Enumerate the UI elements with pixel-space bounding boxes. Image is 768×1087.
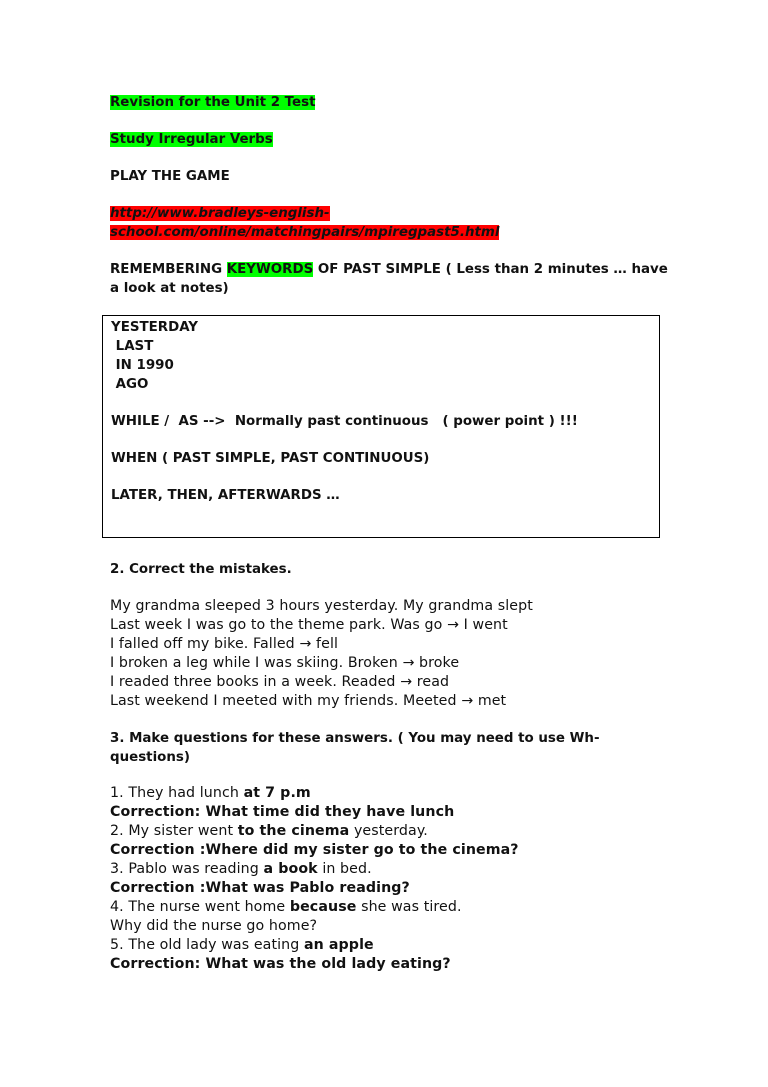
keyword-item: YESTERDAY bbox=[111, 320, 198, 335]
question-1: 1. They had lunch at 7 p.m bbox=[110, 785, 311, 801]
list-item: My grandma sleeped 3 hours yesterday. My grandma slept bbox=[110, 598, 533, 614]
game-link-line2[interactable]: school.com/online/matchingpairs/mpiregpast5.html bbox=[110, 225, 500, 240]
mistakes-list bbox=[110, 597, 533, 711]
section3-title: 3. Make questions for these answers. ( You may need to use Wh- questions) bbox=[110, 731, 600, 765]
list-item: I readed three books in a week. Readed → read bbox=[110, 674, 450, 690]
correction-2: Correction :Where did my sister go to the cinema? bbox=[110, 842, 519, 858]
list-item: I falled off my bike. Falled → fell bbox=[110, 636, 339, 652]
remembering-keywords: REMEMBERING KEYWORDS OF PAST SIMPLE ( Less than 2 minutes … have a look at notes) bbox=[110, 262, 668, 296]
section2-title: 2. Correct the mistakes. bbox=[110, 562, 292, 577]
list-item: Last week I was go to the theme park. Was go → I went bbox=[110, 617, 508, 633]
questions-list bbox=[110, 784, 519, 974]
header-block bbox=[110, 93, 315, 112]
keywords-highlight: KEYWORDS bbox=[226, 262, 314, 277]
arrow-icon: → bbox=[447, 617, 460, 633]
arrow-icon: → bbox=[400, 674, 413, 690]
keyword-item: IN 1990 bbox=[111, 358, 174, 373]
question-3: 3. Pablo was reading a book in bed. bbox=[110, 861, 372, 877]
later-note: LATER, THEN, AFTERWARDS … bbox=[111, 488, 340, 503]
question-5: 5. The old lady was eating an apple bbox=[110, 937, 374, 953]
correction-1: Correction: What time did they have lunch bbox=[110, 804, 455, 820]
arrow-icon: → bbox=[461, 693, 474, 709]
study-irregular-verbs: Study Irregular Verbs bbox=[110, 132, 273, 147]
keywords-box bbox=[102, 315, 660, 538]
while-as-note: WHILE / AS --> Normally past continuous ( power point ) !!! bbox=[111, 414, 578, 429]
list-item: I broken a leg while I was skiing. Broken → broke bbox=[110, 655, 460, 671]
list-item: Last weekend I meeted with my friends. Meeted → met bbox=[110, 693, 507, 709]
question-4: 4. The nurse went home because she was tired. bbox=[110, 899, 462, 915]
revision-title: Revision for the Unit 2 Test bbox=[110, 95, 316, 110]
arrow-icon: → bbox=[402, 655, 415, 671]
keyword-item: LAST bbox=[111, 339, 154, 354]
question-2: 2. My sister went to the cinema yesterday. bbox=[110, 823, 428, 839]
game-link-line1[interactable]: http://www.bradleys-english- bbox=[110, 206, 330, 221]
correction-4: Why did the nurse go home? bbox=[110, 918, 318, 934]
keyword-item: AGO bbox=[111, 377, 149, 392]
arrow-icon: → bbox=[299, 636, 312, 652]
correction-3: Correction :What was Pablo reading? bbox=[110, 880, 410, 896]
when-note: WHEN ( PAST SIMPLE, PAST CONTINUOUS) bbox=[111, 451, 430, 466]
correction-5: Correction: What was the old lady eating? bbox=[110, 956, 451, 972]
play-the-game: PLAY THE GAME bbox=[110, 169, 230, 184]
